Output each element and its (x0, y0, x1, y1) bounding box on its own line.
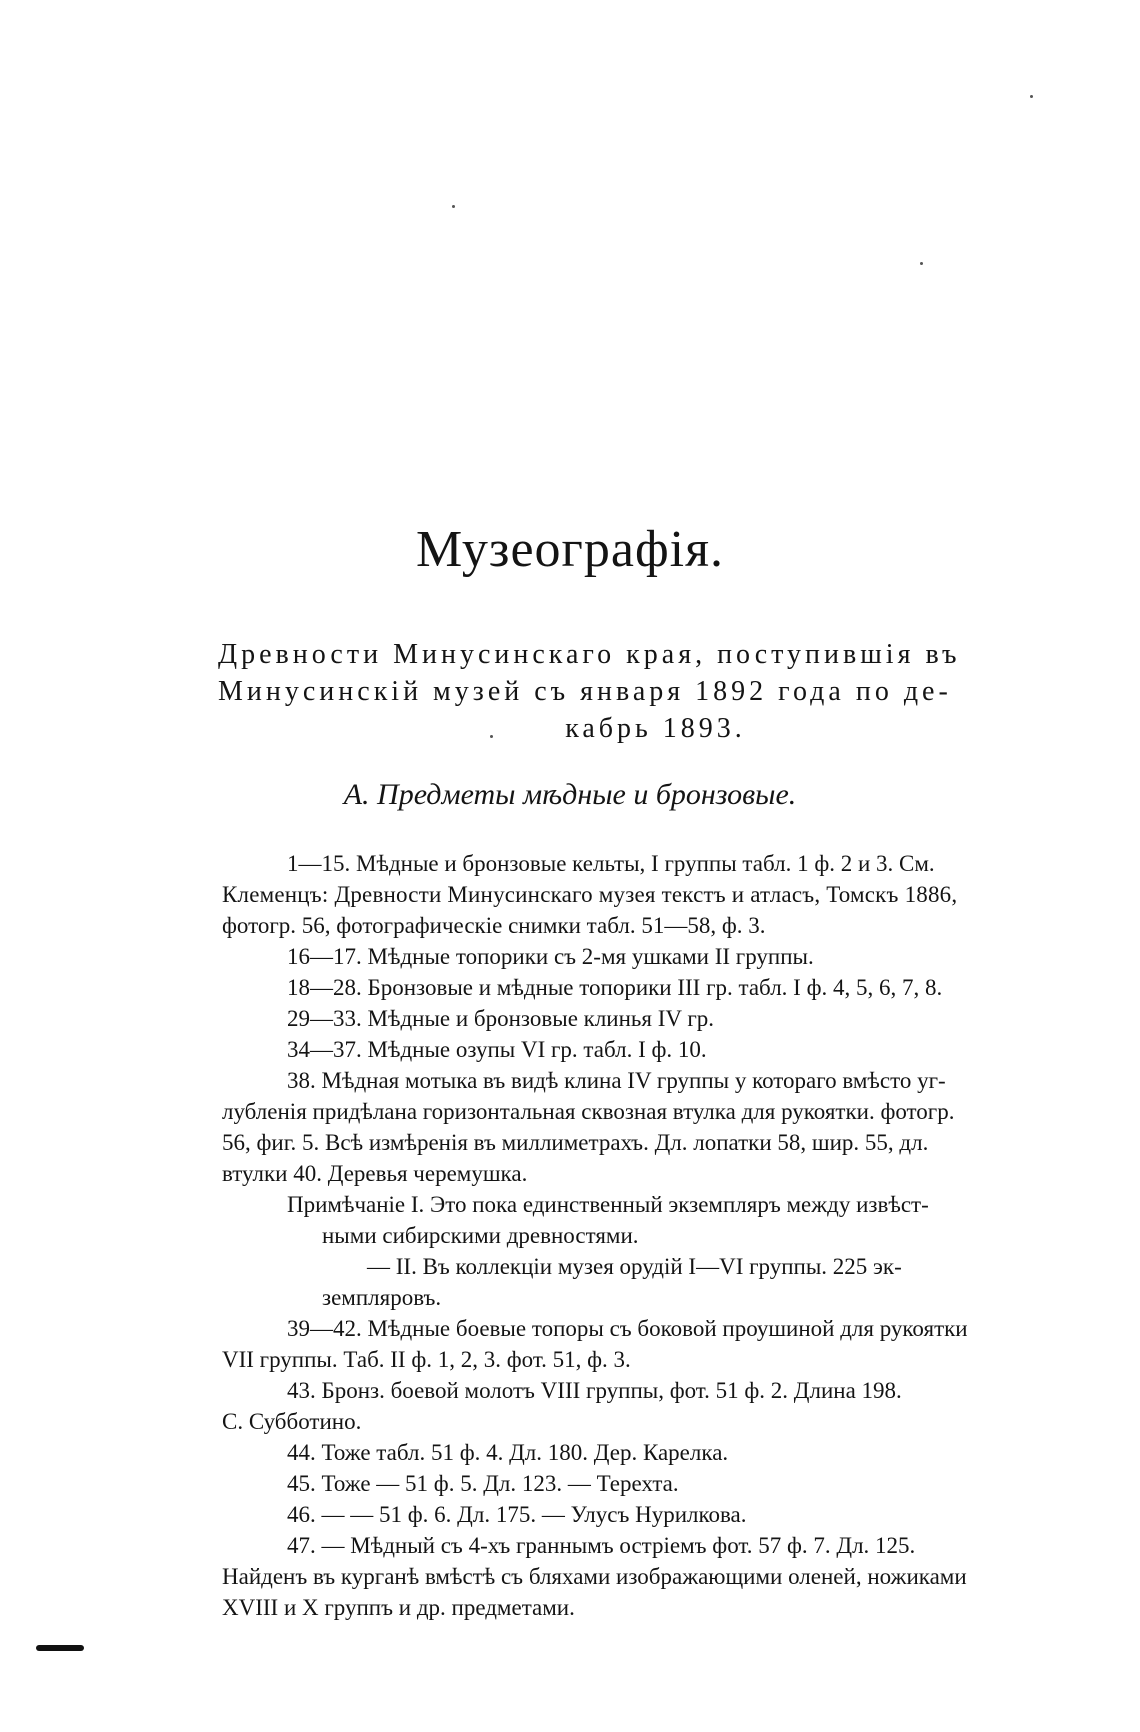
subtitle (218, 636, 1093, 747)
text-line: 18—28. Бронзовые и мѣдные топорики III гр. табл. I ф. 4, 5, 6, 7, 8. (287, 975, 943, 1000)
body-text (222, 848, 1092, 1623)
note-line: ными сибирскими древностями. (322, 1223, 639, 1248)
text-line: 1—15. Мѣдные и бронзовые кельты, I группы табл. 1 ф. 2 и 3. См. (287, 851, 935, 876)
text-line: фотогр. 56, фотографическіе снимки табл. 51—58, ф. 3. (222, 913, 766, 938)
subtitle-line: Древности Минусинскаго края, поступившія въ (218, 639, 961, 670)
subtitle-line: кабрь 1893. (565, 713, 746, 744)
text-line: 56, фиг. 5. Всѣ измѣренія въ миллиметрахъ. Дл. лопатки 58, шир. 55, дл. (222, 1130, 929, 1155)
text-line: 43. Бронз. боевой молотъ VIII группы, фот. 51 ф. 2. Длина 198. (287, 1378, 902, 1403)
text-line: С. Субботино. (222, 1409, 362, 1434)
text-line: XVIII и X группъ и др. предметами. (222, 1595, 575, 1620)
text-line: 46. — — 51 ф. 6. Дл. 175. — Улусъ Нурилкова. (287, 1502, 747, 1527)
note-line: — II. Въ коллекціи музея орудій I—VI группы. 225 эк- (367, 1254, 902, 1279)
scan-speck (920, 262, 923, 265)
scan-speck (452, 205, 455, 208)
text-line: 34—37. Мѣдные озупы VI гр. табл. I ф. 10. (287, 1037, 707, 1062)
text-line: 16—17. Мѣдные топорики съ 2-мя ушками II группы. (287, 944, 814, 969)
text-line: VII группы. Таб. II ф. 1, 2, 3. фот. 51, ф. 3. (222, 1347, 631, 1372)
text-line: 38. Мѣдная мотыка въ видѣ клина IV группы у котораго вмѣсто уг- (287, 1068, 946, 1093)
text-line: 47. — Мѣдный съ 4-хъ граннымъ остріемъ фот. 57 ф. 7. Дл. 125. (287, 1533, 916, 1558)
text-line: Найденъ въ курганѣ вмѣстѣ съ бляхами изображающими оленей, ножиками (222, 1564, 967, 1589)
text-line: лубленія придѣлана горизонтальная сквозная втулка для рукоятки. фотогр. (222, 1099, 955, 1124)
text-line: втулки 40. Деревья черемушка. (222, 1161, 528, 1186)
margin-dash-mark (36, 1645, 84, 1651)
scan-speck (1030, 95, 1033, 98)
scan-speck (490, 735, 493, 738)
section-heading: А. Предметы мѣдные и бронзовые. (343, 778, 797, 811)
text-line: 39—42. Мѣдные боевые топоры съ боковой проушиной для рукоятки (287, 1316, 968, 1341)
text-line: Клеменцъ: Древности Минусинскаго музея текстъ и атласъ, Томскъ 1886, (222, 882, 958, 907)
note-line: земпляровъ. (322, 1285, 442, 1310)
text-line: 44. Тоже табл. 51 ф. 4. Дл. 180. Дер. Карелка. (287, 1440, 729, 1465)
subtitle-line: Минусинскій музей съ января 1892 года по де- (218, 676, 952, 707)
note-line: Примѣчаніе I. Это пока единственный экземпляръ между извѣст- (287, 1192, 929, 1217)
page-title: Музеографія. (415, 521, 725, 578)
text-line: 45. Тоже — 51 ф. 5. Дл. 123. — Терехта. (287, 1471, 679, 1496)
text-line: 29—33. Мѣдные и бронзовые клинья IV гр. (287, 1006, 715, 1031)
